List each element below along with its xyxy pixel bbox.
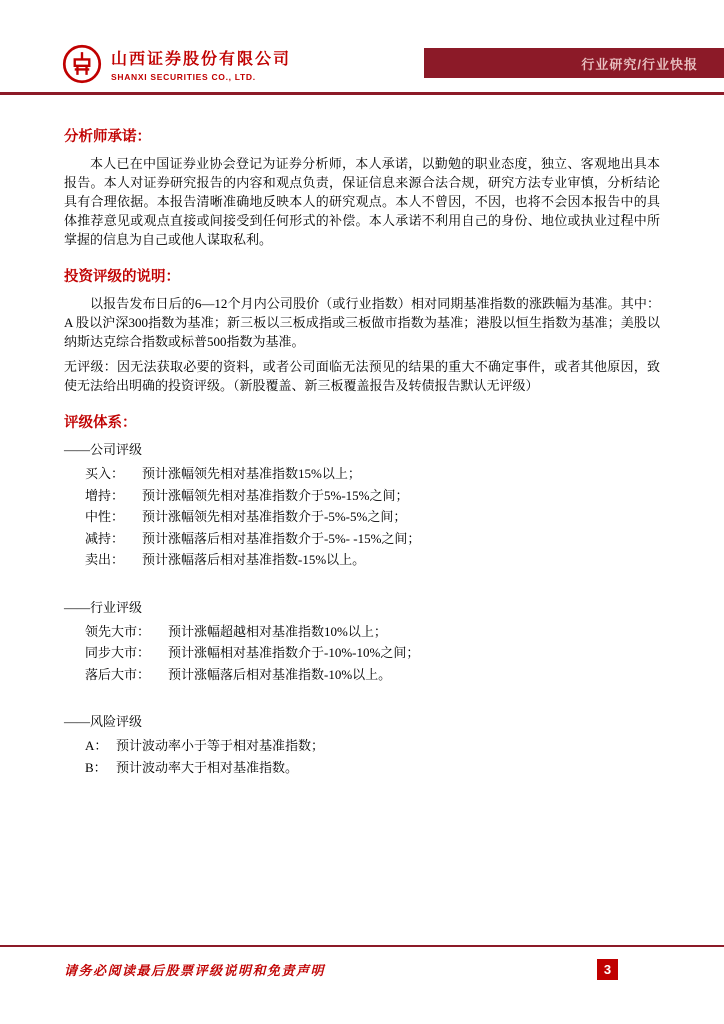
brand xyxy=(62,44,291,84)
rating-explanation-norating-text: 无评级：因无法获取必要的资料，或者公司面临无法预见的结果的重大不确定事件，或者其他原因，致使无法给出明确的投资评级。（新股覆盖、新三板覆盖报告及转债报告默认无评级） xyxy=(64,359,660,393)
rating-term: 中性： xyxy=(85,509,125,524)
company-logo-icon xyxy=(62,44,102,84)
rating-item-reduce xyxy=(64,528,660,550)
rating-desc: 预计涨幅领先相对基准指数15%以上； xyxy=(142,466,361,481)
footer xyxy=(64,958,660,980)
risk-rating-group-label: ——风险评级 xyxy=(64,714,143,729)
page-number-badge: 3 xyxy=(597,959,618,980)
rating-term: 买入： xyxy=(85,466,125,481)
rating-term: 落后大市： xyxy=(85,666,151,682)
rating-item-inline xyxy=(64,642,660,664)
rating-term: 领先大市： xyxy=(85,623,151,639)
analyst-commitment-heading: 分析师承诺： xyxy=(64,129,151,145)
rating-item-risk-b xyxy=(64,757,660,779)
rating-desc: 预计涨幅领先相对基准指数介于5%-15%之间； xyxy=(142,487,409,503)
rating-term: B： xyxy=(85,759,107,775)
company-name-cn: 山西证券股份有限公司 xyxy=(111,51,292,68)
rating-item-buy xyxy=(64,463,660,485)
rating-term: A： xyxy=(85,738,108,753)
rating-desc: 预计涨幅落后相对基准指数-15%以上。 xyxy=(142,552,366,567)
rating-item-risk-a xyxy=(64,735,660,757)
footer-divider xyxy=(0,945,724,947)
rating-item-add xyxy=(64,485,660,507)
footer-disclaimer-note: 请务必阅读最后股票评级说明和免责声明 xyxy=(64,962,326,978)
rating-desc: 预计涨幅领先相对基准指数介于-5%-5%之间； xyxy=(142,509,407,524)
rating-desc: 预计涨幅超越相对基准指数10%以上； xyxy=(168,623,387,639)
report-type-label: 行业研究/行业快报 xyxy=(581,56,698,72)
rating-desc: 预计波动率小于等于相对基准指数； xyxy=(116,738,325,753)
rating-desc: 预计波动率大于相对基准指数。 xyxy=(116,759,299,775)
report-body xyxy=(0,95,724,778)
rating-item-sell xyxy=(64,549,660,571)
company-name-en: SHANXI SECURITIES CO., LTD. xyxy=(111,72,256,82)
rating-desc: 预计涨幅相对基准指数介于-10%-10%之间； xyxy=(168,645,420,660)
report-type-banner xyxy=(424,48,724,78)
rating-term: 增持： xyxy=(85,487,125,503)
rating-item-neutral xyxy=(64,506,660,528)
rating-term: 减持： xyxy=(85,530,125,546)
rating-desc: 预计涨幅落后相对基准指数-10%以上。 xyxy=(168,666,392,682)
brand-text xyxy=(111,46,291,82)
rating-system-heading: 评级体系： xyxy=(64,415,137,431)
analyst-commitment-text: 本人已在中国证券业协会登记为证券分析师，本人承诺，以勤勉的职业态度，独立、客观地出具本报告。本人对证券研究报告的内容和观点负责，保证信息来源合法合规，研究方法专业审慎，分析结论具有合理依据。本报告清晰准确地反映本人的研究观点。本人不曾因，不因，也将不会因本报告中的具体推荐意见或观点直接或间接受到任何形式的补偿。本人承诺不利用自己的身份、地位或执业过程中所掌握的信息为自己或他人谋取私利。 xyxy=(64,156,660,247)
rating-explanation-heading: 投资评级的说明： xyxy=(64,269,180,285)
rating-explanation-benchmark-text: 以报告发布日后的6—12个月内公司股价（或行业指数）相对同期基准指数的涨跌幅为基准。其中：A 股以沪深300指数为基准；新三板以三板成指或三板做市指数为基准；港股以恒生指数为基准；美股以纳斯达克综合指数或标普500指数为基准。 xyxy=(64,296,660,349)
rating-item-outperform xyxy=(64,621,660,643)
rating-term: 同步大市： xyxy=(85,645,151,660)
rating-desc: 预计涨幅落后相对基准指数介于-5%- -15%之间； xyxy=(142,530,421,546)
rating-term: 卖出： xyxy=(85,552,125,567)
industry-rating-group-label: ——行业评级 xyxy=(64,599,143,615)
company-rating-group-label: ——公司评级 xyxy=(64,442,143,457)
rating-item-underperform xyxy=(64,664,660,686)
